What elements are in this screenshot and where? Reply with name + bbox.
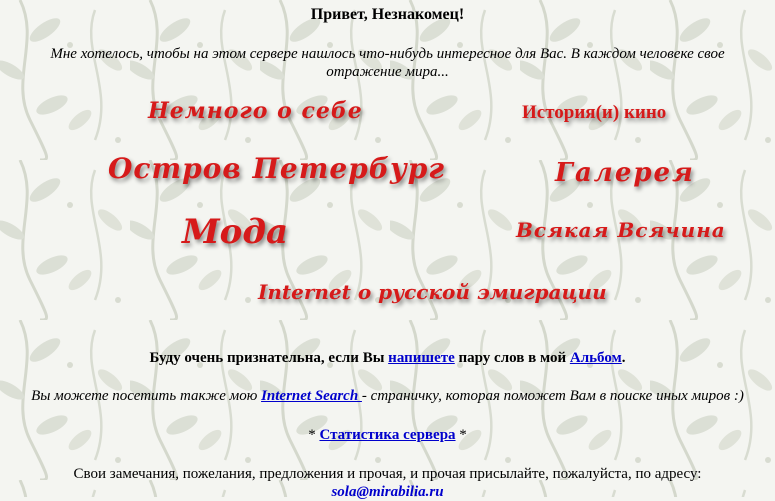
- nav-link-about[interactable]: Немного о себе: [148, 98, 363, 124]
- album-link[interactable]: Альбом: [569, 350, 622, 366]
- thanks-prefix: Буду очень признательна, если Вы: [149, 350, 389, 366]
- contact-text: Свои замечания, пожелания, предложения и прочая, и прочая присылайте, пожалуйста, по адресу:: [73, 466, 702, 482]
- nav-link-miscellany[interactable]: Всякая Всячина: [516, 218, 726, 242]
- visit-prefix: Вы можете посетить также мою: [31, 388, 262, 404]
- server-statistics-line: [0, 427, 775, 444]
- email-link[interactable]: sola@mirabilia.ru: [331, 484, 444, 500]
- intro-text: Мне хотелось, чтобы на этом сервере нашлось что-нибудь интересное для Вас. В каждом человеке свое отражение мира...: [50, 46, 725, 80]
- nav-link-petersburg-island[interactable]: Остров Петербург: [108, 152, 446, 185]
- internet-search-link[interactable]: Internet Search: [261, 388, 362, 404]
- search-page-invitation: [0, 388, 775, 405]
- nav-link-fashion[interactable]: Мода: [182, 212, 288, 252]
- stats-prefix: *: [308, 427, 320, 443]
- contact-section: [0, 465, 775, 501]
- thanks-suffix: .: [621, 350, 626, 366]
- server-statistics-link[interactable]: Статистика сервера: [319, 427, 456, 443]
- nav-link-emigration[interactable]: Internet о русской эмиграции: [258, 280, 607, 304]
- visit-suffix: - страничку, которая поможет Вам в поиске иных миров :): [361, 388, 744, 404]
- stats-suffix: *: [455, 427, 467, 443]
- nav-link-cinema-history[interactable]: История(и) кино: [522, 102, 667, 123]
- guestbook-invitation: [0, 350, 775, 367]
- greeting-heading: Привет, Незнакомец!: [310, 6, 465, 23]
- nav-link-gallery[interactable]: Галерея: [555, 158, 695, 188]
- write-link[interactable]: напишете: [388, 350, 455, 366]
- thanks-middle: пару слов в мой: [454, 350, 570, 366]
